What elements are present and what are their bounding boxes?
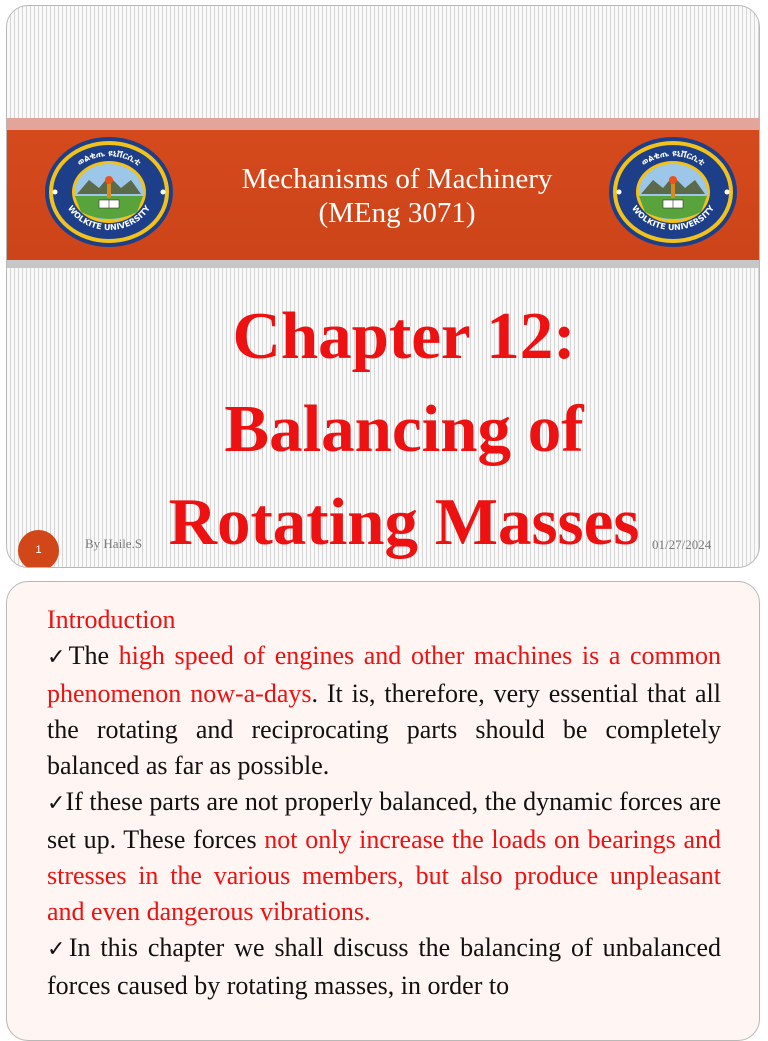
- bullet-paragraph-2: [47, 784, 721, 930]
- paragraph-1-text-a: The: [68, 641, 119, 670]
- paragraph-1-text-c: . It is, therefore, very essential that all the rotating and reciprocating parts should be completely balanced as far as possible.: [47, 679, 721, 780]
- banner-top-strip: [7, 118, 759, 130]
- svg-text:WOLKITE UNIVERSITY: WOLKITE UNIVERSITY: [66, 203, 152, 233]
- date-label: 01/27/2024: [652, 537, 712, 552]
- paragraph-3-text-a: In this chapter we shall discuss the balancing of unbalanced forces caused by rotating masses, in order to: [47, 933, 721, 1000]
- paragraph-2-text-a: If these parts are not properly balanced, the dynamic forces are set up. These forces: [47, 787, 722, 854]
- course-code: (MEng 3071): [318, 197, 476, 229]
- bullet-paragraph-3: [47, 930, 721, 1004]
- checkmark-icon: ✓: [47, 791, 66, 816]
- author-label: By Haile.S: [85, 536, 143, 551]
- chapter-title-line-2: Balancing of: [224, 392, 584, 466]
- chapter-title-line-1: Chapter 12:: [232, 299, 576, 373]
- slide-content: [47, 602, 721, 1004]
- svg-text:WOLKITE UNIVERSITY: WOLKITE UNIVERSITY: [630, 203, 716, 233]
- university-logo-right: [605, 134, 741, 250]
- checkmark-icon: ✓: [47, 645, 69, 670]
- checkmark-icon: ✓: [47, 937, 69, 962]
- svg-text:ወልቂጤ ዩኒቨርሲቲ: ወልቂጤ ዩኒቨርሲቲ: [75, 148, 143, 169]
- paragraph-1-highlight: high speed of engines and other machines is a common phenomenon now-a-days: [47, 641, 722, 708]
- paragraph-2-highlight: not only increase the loads on bearings and stresses in the various members, but also produce unpleasant and even dangerous vibrations.: [47, 825, 721, 926]
- svg-text:ወልቂጤ ዩኒቨርሲቲ: ወልቂጤ ዩኒቨርሲቲ: [639, 148, 707, 169]
- chapter-title: [67, 290, 741, 568]
- section-heading: Introduction: [47, 605, 176, 634]
- chapter-title-line-3: Rotating Masses: [168, 485, 640, 559]
- course-name: Mechanisms of Machinery: [241, 163, 553, 195]
- title-slide: [6, 5, 760, 568]
- banner-bottom-strip: [7, 260, 759, 268]
- page-number-badge: 1: [18, 530, 59, 568]
- bullet-paragraph-1: [47, 638, 721, 784]
- course-title: [157, 162, 637, 230]
- introduction-slide: [6, 581, 760, 1041]
